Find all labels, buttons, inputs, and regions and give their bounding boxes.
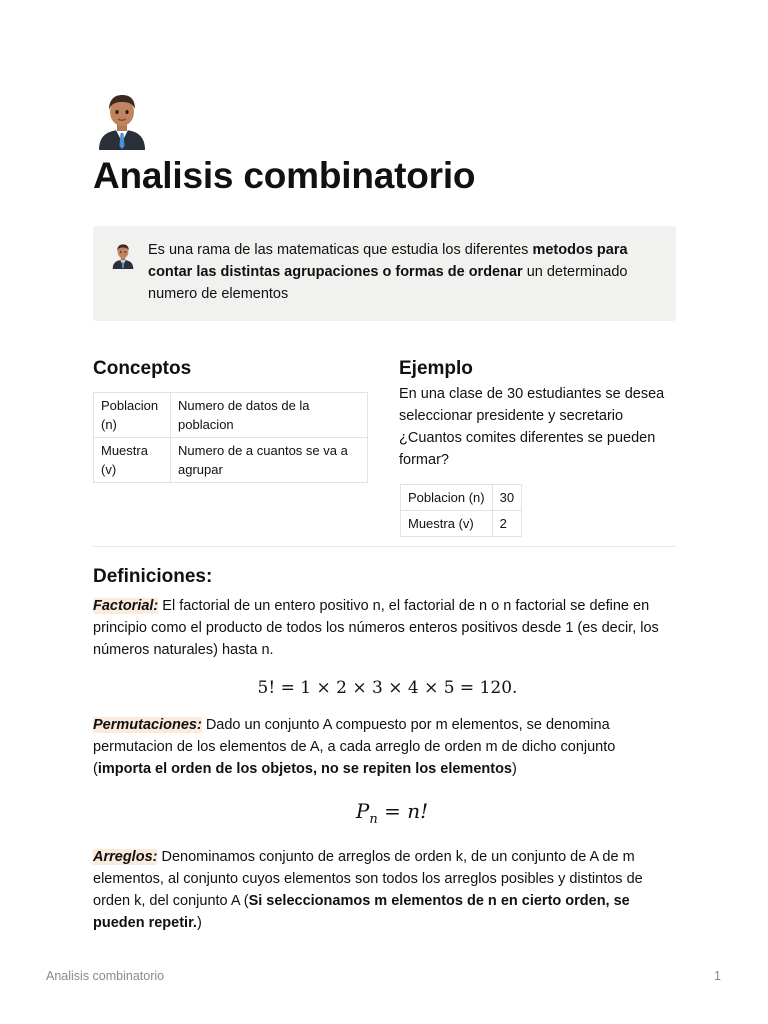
callout-text-bold: metodos para contar las distintas agrupaciones o formas de ordenar: [148, 242, 628, 280]
table-cell: Numero de datos de la poblacion: [171, 393, 368, 438]
table-cell: 30: [492, 485, 521, 511]
ejemplo-text: En una clase de 30 estudiantes se desea seleccionar presidente y secretario ¿Cuantos comites diferentes se pueden formar?: [399, 386, 665, 468]
divider: [93, 546, 676, 547]
permutaciones-paragraph: [93, 714, 676, 780]
factorial-text: El factorial de un entero positivo n, el factorial de n o n factorial se define en principio como el producto de todos los números enteros positivos desde 1 (es decir, los números naturales) hasta n.: [93, 598, 659, 658]
table-cell: Poblacion (n): [94, 393, 171, 438]
permutaciones-formula: [93, 799, 676, 827]
arreglos-term: Arreglos:: [93, 849, 158, 865]
definiciones-heading: Definiciones:: [93, 566, 213, 587]
factorial-formula: 5! = 1 × 2 × 3 × 4 × 5 = 120.: [257, 678, 518, 698]
arreglos-text-post: ): [196, 915, 202, 931]
table-cell: Muestra (v): [94, 438, 171, 483]
arreglos-text-bold: Si seleccionamos m elementos de n en cierto orden, se pueden repetir.: [93, 893, 630, 931]
table-row: [401, 485, 522, 511]
table-row: [94, 393, 368, 438]
table-cell: 2: [492, 511, 521, 537]
callout-text-pre: Es una rama de las matematicas que estudia los diferentes: [148, 242, 533, 258]
factorial-term: Factorial:: [93, 598, 159, 614]
arreglos-text-pre: Denominamos conjunto de arreglos de orden k, de un conjunto de A de m elementos, al conjunto cuyos elementos son todos los arreglos posibles y distintos de orden k, del conjunto A (: [93, 849, 643, 909]
page-number: 1: [714, 969, 721, 983]
factorial-paragraph: [93, 595, 676, 661]
conceptos-heading: Conceptos: [93, 358, 192, 379]
permutaciones-text-post: ): [512, 761, 517, 777]
formula-base: P: [355, 799, 370, 823]
man-office-worker-icon: [110, 243, 136, 269]
ejemplo-heading: Ejemplo: [399, 358, 473, 379]
table-row: [94, 438, 368, 483]
formula-rest: = n!: [377, 799, 429, 823]
table-cell: Poblacion (n): [401, 485, 493, 511]
footer-title: Analisis combinatorio: [46, 969, 165, 983]
formula-sub: n: [369, 812, 378, 827]
ejemplo-table: [400, 484, 522, 537]
ejemplo-column: [399, 355, 676, 537]
callout-text: [148, 239, 648, 305]
permutaciones-text-bold: importa el orden de los objetos, no se repiten los elementos: [97, 761, 512, 777]
permutaciones-text-pre: Dado un conjunto A compuesto por m elementos, se denomina permutacion de los elementos de A, a cada arreglo de orden m de dicho conjunto (: [93, 717, 616, 777]
table-cell: Muestra (v): [401, 511, 493, 537]
man-office-worker-icon: [93, 92, 151, 150]
arreglos-paragraph: [93, 846, 676, 934]
permutaciones-term: Permutaciones:: [93, 717, 202, 733]
conceptos-table: [93, 392, 368, 483]
callout-text-post: un determinado numero de elementos: [148, 264, 628, 302]
conceptos-column: [93, 355, 368, 483]
definiciones-section: [93, 563, 676, 934]
table-row: [401, 511, 522, 537]
page-title: Analisis combinatorio: [93, 155, 476, 196]
table-cell: Numero de a cuantos se va a agrupar: [171, 438, 368, 483]
callout: [93, 226, 676, 321]
